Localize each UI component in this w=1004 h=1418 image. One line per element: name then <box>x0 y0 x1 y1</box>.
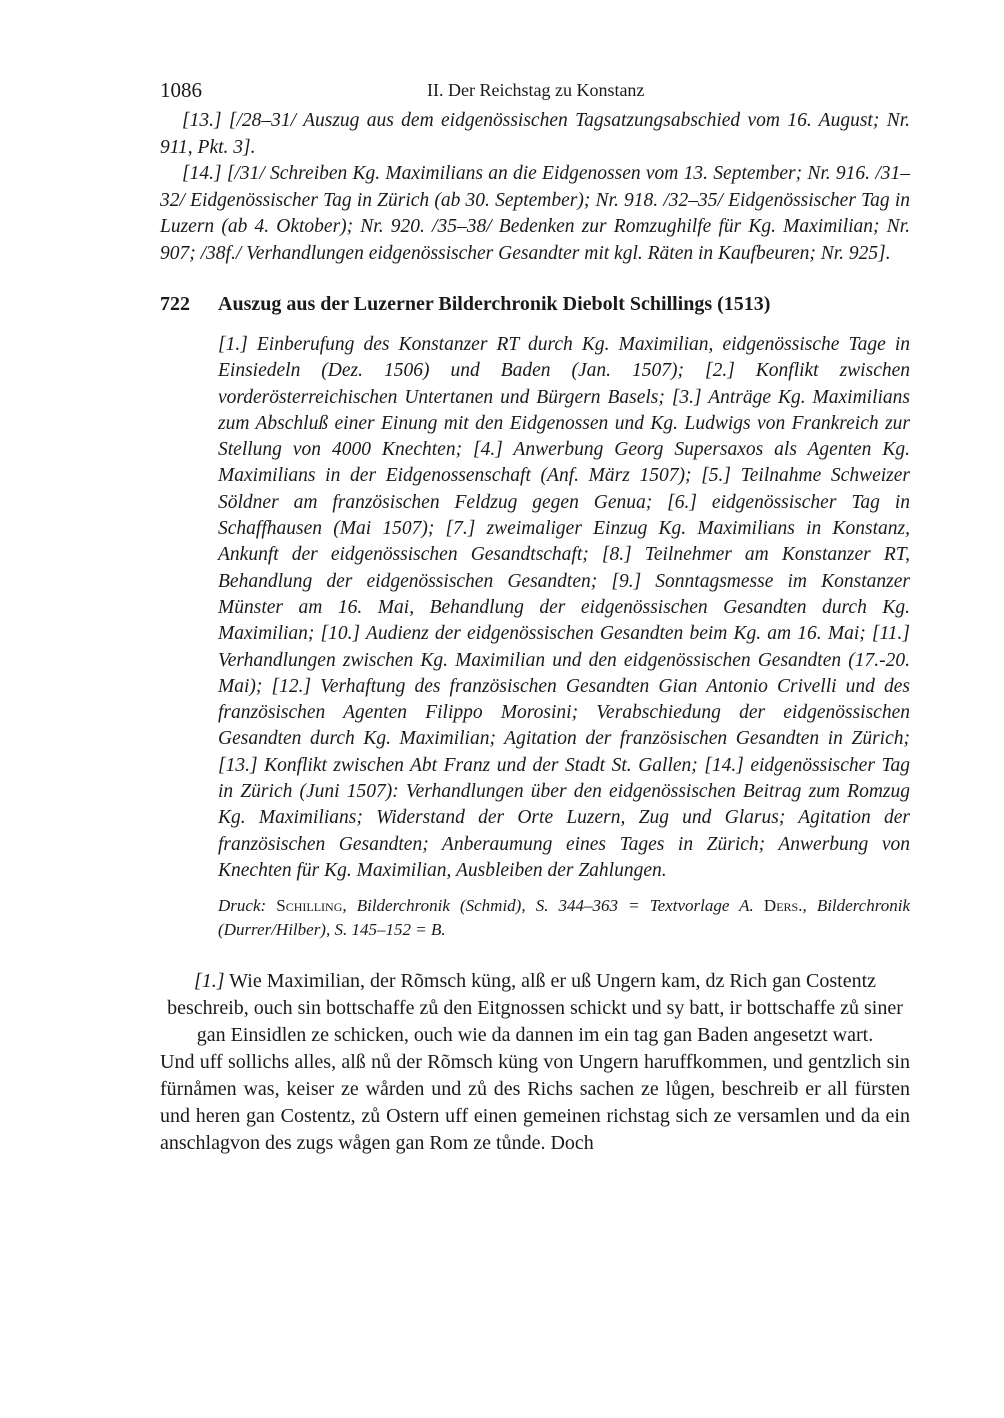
document-number: 722 <box>160 293 190 315</box>
document-regest: [1.] Einberufung des Konstanzer RT durch Kg. Maximilian, eidgenössische Tage in Einsiedeln (Dez. 1506) und Baden (Jan. 1507); [2.] Konflikt zwischen vorderösterreichischen Untertanen und Bürgern Basels; [3.] Anträge Kg. Maximilians zum Abschluß einer Einung mit den Eidgenossen und Kg. Ludwigs von Frankreich zur Stellung von 4000 Knechten; [4.] Anwerbung Georg Supersaxos als Agenten Kg. Maximilians in der Eidgenossenschaft (Anf. März 1507); [5.] Teilnahme Schweizer Söldner am französischen Feldzug gegen Genua; [6.] eidgenössischer Tag in Schaffhausen (Mai 1507); [7.] zweimaliger Einzug Kg. Maximilians in Konstanz, Ankunft der eidgenössischen Gesandtschaft; [8.] Teilnehmer am Konstanzer RT, Behandlung der eidgenössischen Gesandten; [9.] Sonntagsmesse im Konstanzer Münster am 16. Mai, Behandlung der eidgenössischen Gesandten durch Kg. Maximilian; [10.] Audienz der eidgenössischen Gesandten beim Kg. am 16. Mai; [11.] Verhandlungen zwischen Kg. Maximilian und den eidgenössischen Gesandten (17.-20. Mai); [12.] Verhaftung des französischen Gesandten Gian Antonio Crivelli und des französischen Agenten Filippo Morosini; Verabschiedung der eidgenössischen Gesandten durch Kg. Maximilian; Agitation der französischen Gesandten in Zürich; [13.] Konflikt zwischen Abt Franz und der Stadt St. Gallen; [14.] eidgenössischer Tag in Zürich (Juni 1507): Verhandlungen über den eidgenössischen Beitrag zum Romzug Kg. Maximilians; Widerstand der Orte Luzern, Zug und Glarus; Agitation der französischen Gesandten; Anberaumung eines Tages in Zürich; Anwerbung von Knechten für Kg. Maximilian, Ausbleiben der Zahlungen. <box>218 334 910 881</box>
chapter-heading-text: Wie Maximilian, der Rõmsch küng, alß er uß Ungern kam, dz Rich gan Costentz beschreib, ouch sin bottschaffe zů den Eitgnossen schickt und sy batt, ir bottschaffe zů siner gan Einsidlen ze schicken, ouch wie da dannen im ein tag gan Baden angesetzt wart. <box>167 970 903 1047</box>
edition-text <box>160 968 910 1157</box>
page-number: 1086 <box>160 78 202 102</box>
print-reference <box>218 894 910 942</box>
print-reference-2: , Bilderchronik (Durrer/Hilber), S. 145–152 = B. <box>218 896 910 940</box>
document-title: Auszug aus der Luzerner Bilderchronik Diebolt Schillings (1513) <box>218 293 771 315</box>
print-author-1: Schilling <box>276 896 343 916</box>
running-title: II. Der Reichstag zu Konstanz <box>427 80 645 100</box>
document-heading <box>160 293 910 316</box>
previous-entry-item-13: [13.] [/28–31/ Auszug aus dem eidgenössischen Tagsatzungsabschied vom 16. August; Nr. 911, Pkt. 3]. <box>160 110 910 158</box>
previous-entry-item-14: [14.] [/31/ Schreiben Kg. Maximilians an die Eidgenossen vom 13. September; Nr. 916. /31–32/ Eidgenössischer Tag in Zürich (ab 30. September); Nr. 918. /32–35/ Eidgenössischer Tag in Luzern (ab 4. Oktober); Nr. 920. /35–38/ Bedenken zur Romzughilfe für Kg. Maximilian; Nr. 907; /38f./ Verhandlungen eidgenössischer Gesandter mit kgl. Räten in Kaufbeuren; Nr. 925]. <box>160 163 910 264</box>
chapter-heading-paragraph <box>160 968 910 1049</box>
document-page <box>160 78 910 1157</box>
section-reference: [1.] <box>193 970 225 993</box>
print-reference-lead: Druck: <box>218 896 277 916</box>
print-reference-1: , Bilderchronik (Schmid), S. 344–363 = Textvorlage A. <box>342 896 764 916</box>
body-paragraph: Und uff sollichs alles, alß nů der Rõmsch küng von Ungern haruffkommen, und gentzlich sin fürnåmen was, keiser ze wården und zů des Richs sachen ze lůgen, beschreib er all fürsten und heren gan Costentz, zů Ostern uff einen gemeinen richstag sich ze versamlen und da ein anschlagvon des zugs wågen gan Rom ze tůnde. Doch <box>160 1051 910 1155</box>
running-head <box>160 78 910 108</box>
print-author-2: Ders. <box>763 896 803 916</box>
